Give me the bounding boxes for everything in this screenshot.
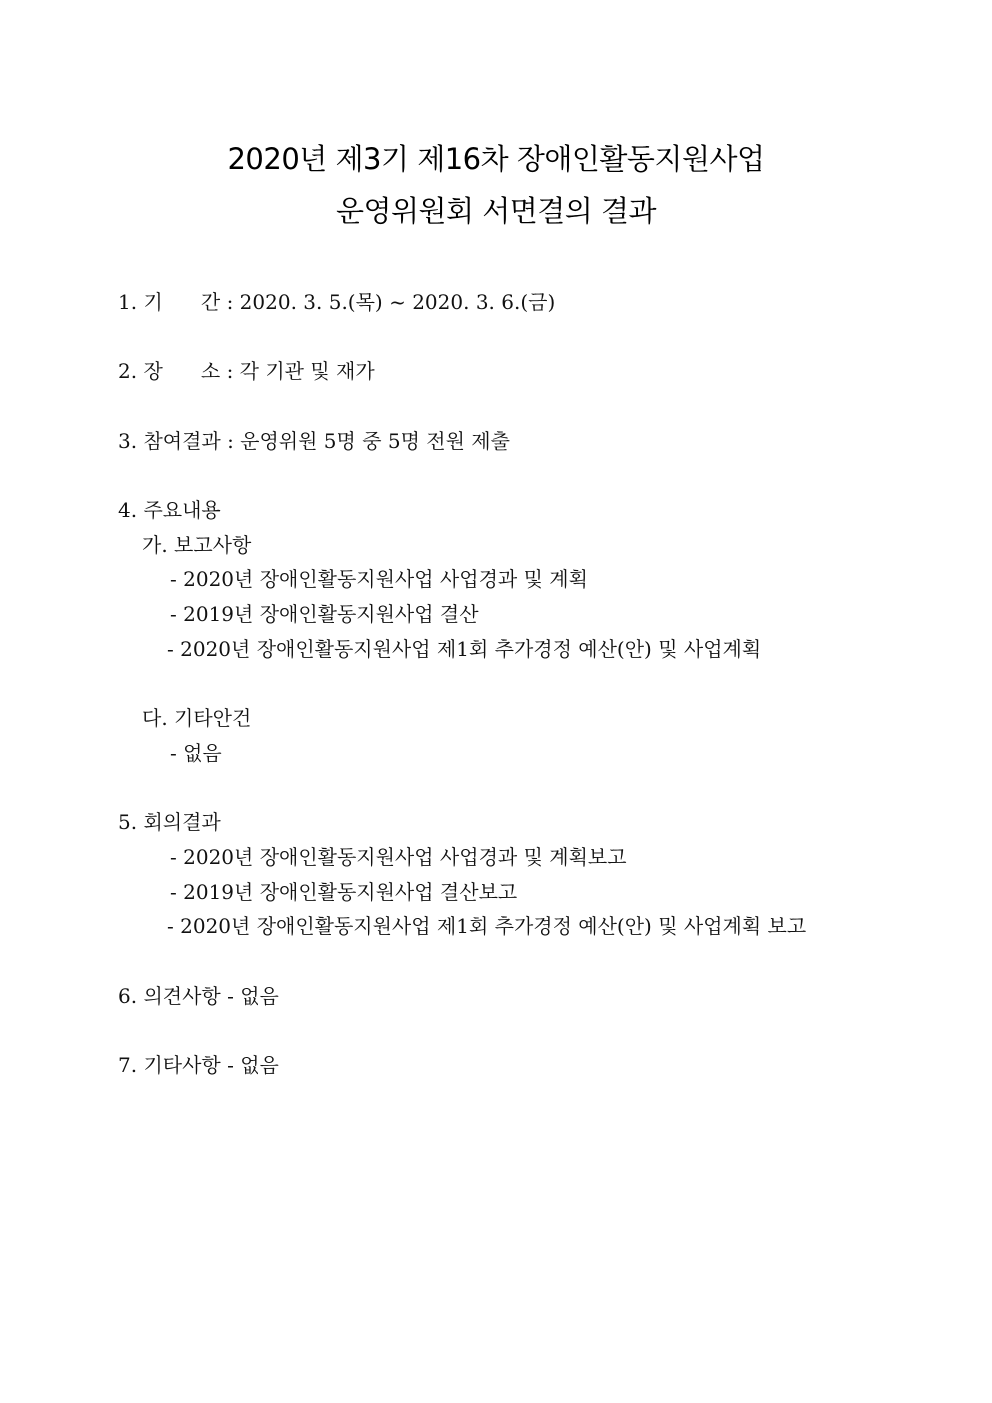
list-item: - 2019년 장애인활동지원사업 결산보고 <box>170 880 518 904</box>
report-items-heading: 가. 보고사항 <box>142 533 252 557</box>
section-main-content-heading: 4. 주요내용 <box>118 498 221 522</box>
document-title-line-1: 2020년 제3기 제16차 장애인활동지원사업 <box>227 142 765 176</box>
section-participation: 3. 참여결과 : 운영위원 5명 중 5명 전원 제출 <box>118 429 510 453</box>
list-item: - 없음 <box>170 741 222 765</box>
list-item: - 2020년 장애인활동지원사업 사업경과 및 계획 <box>170 567 588 591</box>
list-item: - 2019년 장애인활동지원사업 결산 <box>170 602 479 626</box>
section-others: 7. 기타사항 - 없음 <box>118 1053 279 1077</box>
list-item: - 2020년 장애인활동지원사업 제1회 추가경정 예산(안) 및 사업계획 보고 <box>167 914 807 938</box>
section-period: 1. 기 간 : 2020. 3. 5.(목) ~ 2020. 3. 6.(금) <box>118 290 556 314</box>
document-title-line-2: 운영위원회 서면결의 결과 <box>335 194 657 228</box>
section-opinions: 6. 의견사항 - 없음 <box>118 984 279 1008</box>
section-place: 2. 장 소 : 각 기관 및 재가 <box>118 359 375 383</box>
section-meeting-result-heading: 5. 회의결과 <box>118 810 221 834</box>
other-agenda-heading: 다. 기타안건 <box>142 706 252 730</box>
list-item: - 2020년 장애인활동지원사업 사업경과 및 계획보고 <box>170 845 627 869</box>
list-item: - 2020년 장애인활동지원사업 제1회 추가경정 예산(안) 및 사업계획 <box>167 637 762 661</box>
